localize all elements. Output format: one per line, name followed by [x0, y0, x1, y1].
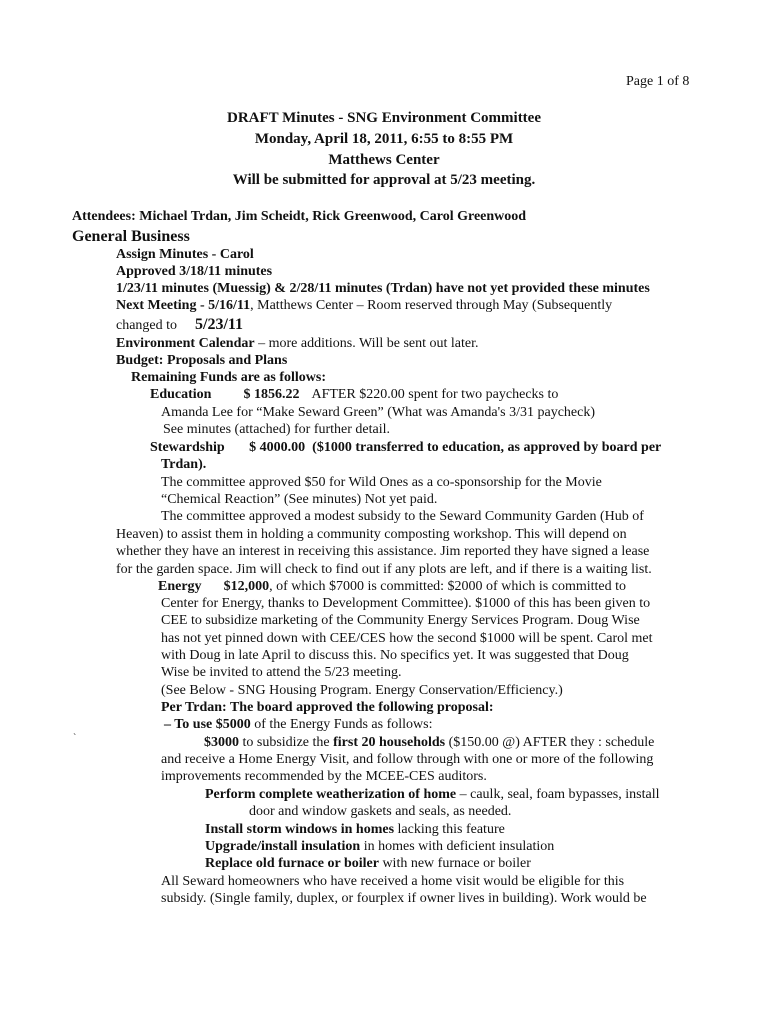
stewardship-p2-3: whether they have an interest in receiving this assistance. Jim reported they have signed a lease [116, 544, 650, 559]
weatherization-line-2: door and window gaskets and seals, as needed. [249, 804, 512, 819]
furnace-line [205, 855, 531, 872]
storm-windows-text: lacking this feature [394, 822, 505, 837]
education-label: Education [150, 387, 212, 402]
changed-to-line [116, 316, 243, 334]
title-line-2: Monday, April 18, 2011, 6:55 to 8:55 PM [254, 131, 514, 147]
stewardship-line: Stewardship $ 4000.00 ($1000 transferred to education, as approved by board per [150, 440, 662, 455]
education-text-2: Amanda Lee for “Make Seward Green” (What was Amanda's 3/31 paycheck) [161, 405, 596, 420]
insulation-text: in homes with deficient insulation [360, 839, 555, 854]
furnace-bold: Replace old furnace or boiler [205, 856, 379, 871]
attendees: Attendees: Michael Trdan, Jim Scheidt, Rick Greenwood, Carol Greenwood [72, 209, 527, 224]
title-line-3: Matthews Center [328, 152, 440, 168]
subsidy-line-3: improvements recommended by the MCEE-CES auditors. [161, 769, 487, 784]
energy-amount: $12,000 [223, 579, 270, 594]
use-funds-bold: – To use $5000 [164, 717, 251, 732]
next-meeting-text: , Matthews Center – Room reserved through May (Subsequently [250, 298, 613, 313]
stewardship-p2-1: The committee approved a modest subsidy to the Seward Community Garden (Hub of [161, 509, 644, 524]
energy-line-2: CEE to subsidize marketing of the Community Energy Services Program. Doug Wise [161, 613, 640, 628]
energy-line-4: with Doug in late April to discuss this. No specifics yet. It was suggested that Doug [161, 648, 629, 663]
furnace-text: with new furnace or boiler [378, 856, 531, 871]
education-text-3: See minutes (attached) for further detail. [163, 422, 391, 437]
insulation-line [205, 838, 554, 855]
next-meeting [116, 297, 612, 314]
title-line-4: Will be submitted for approval at 5/23 meeting. [232, 172, 536, 188]
energy-label: Energy [158, 579, 202, 594]
insulation-bold: Upgrade/install insulation [205, 839, 361, 854]
use-funds-line [164, 716, 432, 733]
pending-minutes: 1/23/11 minutes (Muessig) & 2/28/11 minutes (Trdan) have not yet provided these minutes [116, 281, 650, 296]
weatherization-line [205, 786, 659, 803]
energy-line-1: Center for Energy, thanks to Development Committee). $1000 of this has been given to [161, 596, 651, 611]
stewardship-p2-2: Heaven) to assist them in holding a community composting workshop. This will depend on [116, 527, 627, 542]
energy-line [158, 578, 626, 595]
education-line [150, 386, 558, 403]
education-text: AFTER $220.00 spent for two paychecks to [311, 387, 559, 402]
stewardship-line-2: Trdan). [161, 457, 207, 472]
energy-text: , of which $7000 is committed: $2000 of which is committed to [269, 579, 627, 594]
storm-windows-bold: Install storm windows in homes [205, 822, 395, 837]
subsidy-households: first 20 households [333, 735, 446, 750]
env-calendar-label: Environment Calendar [116, 336, 255, 351]
education-amount: $ 1856.22 [243, 387, 300, 402]
next-meeting-label: Next Meeting - 5/16/11 [116, 298, 251, 313]
stewardship-p2-4: for the garden space. Jim will check to find out if any plots are left, and if there is a waiting list. [116, 562, 652, 577]
approved-minutes: Approved 3/18/11 minutes [116, 264, 273, 279]
section-heading: General Business [72, 228, 190, 245]
title-line-1: DRAFT Minutes - SNG Environment Committee [226, 110, 541, 126]
subsidy-text-c: ($150.00 @) AFTER they : schedule [445, 735, 655, 750]
env-calendar [116, 335, 479, 352]
backtick-mark: ` [73, 733, 77, 744]
subsidy-line [204, 734, 654, 751]
stewardship-p1-1: The committee approved $50 for Wild Ones as a co-sponsorship for the Movie [161, 475, 602, 490]
env-calendar-text: – more additions. Will be sent out later. [254, 336, 479, 351]
closing-line-2: subsidy. (Single family, duplex, or fourplex if owner lives in building). Work would be [161, 891, 647, 906]
stewardship-p1-2: “Chemical Reaction” (See minutes) Not yet paid. [161, 492, 438, 507]
per-trdan: Per Trdan: The board approved the following proposal: [161, 700, 494, 715]
new-meeting-date: 5/23/11 [195, 316, 244, 333]
budget-heading: Budget: Proposals and Plans [116, 353, 288, 368]
subsidy-line-2: and receive a Home Energy Visit, and follow through with one or more of the following [161, 752, 654, 767]
subsidy-text-a: to subsidize the [239, 735, 334, 750]
use-funds-text: of the Energy Funds as follows: [250, 717, 433, 732]
page-number: Page 1 of 8 [626, 74, 690, 89]
energy-line-6: (See Below - SNG Housing Program. Energy Conservation/Efficiency.) [161, 683, 563, 698]
changed-to: changed to [116, 318, 178, 333]
energy-line-5: Wise be invited to attend the 5/23 meeting. [161, 665, 402, 680]
closing-line-1: All Seward homeowners who have received a home visit would be eligible for this [161, 874, 625, 889]
storm-windows-line [205, 821, 505, 838]
weatherization-bold: Perform complete weatherization of home [205, 787, 457, 802]
assign-minutes: Assign Minutes - Carol [116, 247, 254, 262]
subsidy-amount: $3000 [204, 735, 239, 750]
weatherization-text: – caulk, seal, foam bypasses, install [456, 787, 660, 802]
energy-line-3: has not yet pinned down with CEE/CES how the second $1000 will be spent. Carol met [161, 631, 653, 646]
remaining-funds: Remaining Funds are as follows: [131, 370, 326, 385]
